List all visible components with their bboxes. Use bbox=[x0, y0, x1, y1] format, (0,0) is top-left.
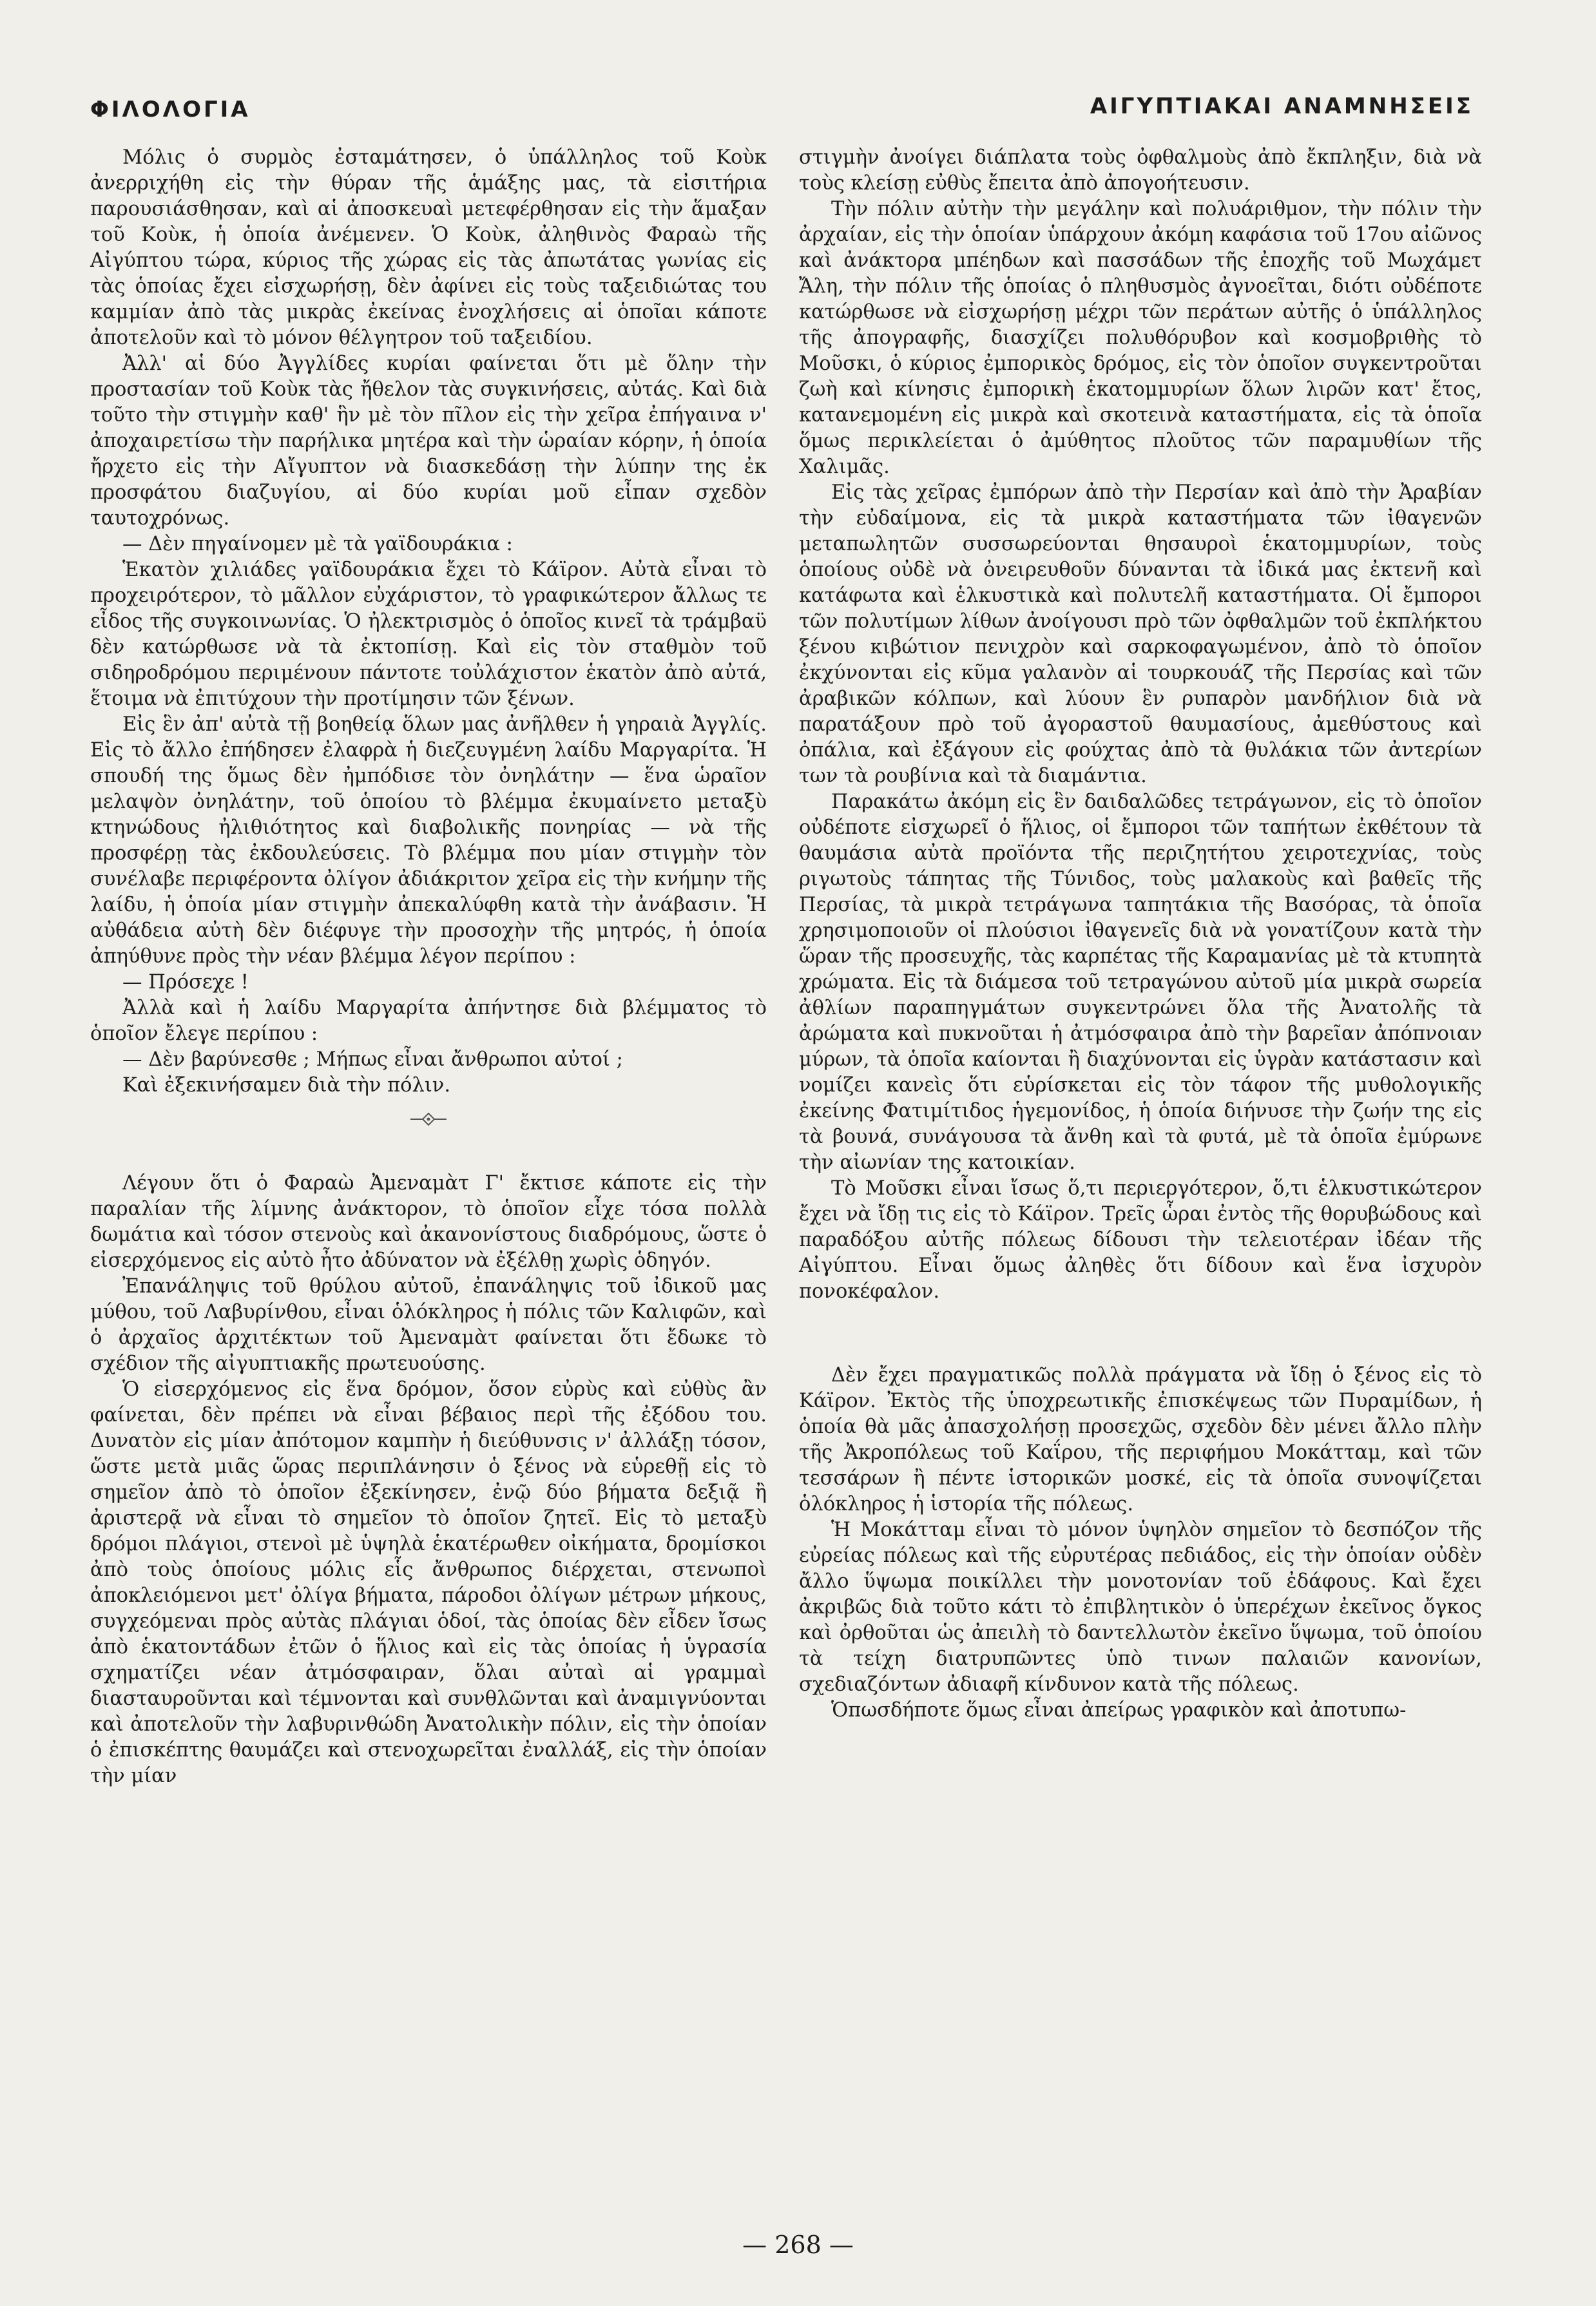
paragraph: Ὁ εἰσερχόμενος εἰς ἕνα δρόμον, ὅσον εὐρὺς καὶ εὐθὺς ἂν φαίνεται, δὲν πρέπει νὰ εἶναι βέβαιος περὶ τῆς ἐξόδου του. Δυνατὸν εἰς μίαν ἀπότομον καμπὴν ἡ διεύθυνσις ν' ἀλλάξῃ τόσον, ὥστε μετὰ μιᾶς ὥρας περιπλάνησιν ὁ ξένος νὰ εὑρεθῇ εἰς τὸ σημεῖον ἀπὸ τὸ ὁποῖον ἐξεκίνησεν, ἐνῷ δύο βήματα δεξιᾷ ἢ ἀριστερᾷ νὰ εἶναι τὸ σημεῖον τὸ ὁποῖον ζητεῖ. Εἰς τὸ μεταξὺ δρόμοι πλάγιοι, στενοὶ μὲ ὑψηλὰ ἑκατέρωθεν οἰκήματα, δρομίσκοι ἀπὸ τοὺς ὁποίους μόλις εἷς ἄνθρωπος διέρχεται, στενωποὶ ἀποκλειόμενοι μετ' ὀλίγα βήματα, πάροδοι ὀλίγων μέτρων μήκους, συγχεόμεναι πρὸς αὐτὰς πλάγιαι ὁδοί, τὰς ὁποίας δὲν εἶδεν ἴσως ἀπὸ ἑκατοντάδων ἐτῶν ὁ ἥλιος καὶ εἰς τὰς ὁποίας ἡ ὑγρασία σχηματίζει νέαν ἀτμόσφαιραν, ὅλαι αὐταὶ αἱ γραμμαὶ διασταυροῦνται καὶ τέμνονται καὶ συνθλῶνται καὶ ἀναμιγνύονται καὶ ἀποτελοῦν τὴν λαβυρινθώδη Ἀνατολικὴν πόλιν, εἰς τὴν ὁποίαν ὁ ἐπισκέπτης θαυμάζει καὶ στενοχωρεῖται ἐναλλάξ, εἰς τὴν ὁποίαν τὴν μίαν bbox=[90, 1378, 767, 1787]
paragraph: Εἰς τὰς χεῖρας ἐμπόρων ἀπὸ τὴν Περσίαν καὶ ἀπὸ τὴν Ἀραβίαν τὴν εὐδαίμονα, εἰς τὰ μικρὰ καταστήματα τῶν ἰθαγενῶν μεταπωλητῶν συσσωρεύονται θησαυροὶ ἑκατομμυρίων, τοὺς ὁποίους οὐδὲ νὰ ὀνειρευθοῦν δύνανται τὰ ἰδικά μας ἐκτενῆ καὶ κατάφωτα καὶ ἑλκυστικὰ καὶ πολυτελῆ καταστήματα. Οἱ ἔμποροι τῶν πολυτίμων λίθων ἀνοίγουσι πρὸ τῶν ὀφθαλμῶν τοῦ ἐκπλήκτου ξένου κιβώτιον πενιχρὸν καὶ σαρκοφαγωμένον, ἀπὸ τὸ ὁποῖον ἐκχύνονται εἰς κῦμα γαλανὸν αἱ τουρκουάζ τῆς Περσίας καὶ τῶν ἀραβικῶν κόλπων, καὶ λύουν ἓν ρυπαρὸν μανδήλιον διὰ νὰ παρατάξουν πρὸ τοῦ ἀγοραστοῦ θαυμασίους, ἀμεθύστους καὶ ὀπάλια, καὶ ἐξάγουν εἰς φούχτας ἀπὸ τὰ θυλάκια τῶν ἀντερίων των τὰ ρουβίνια καὶ τὰ διαμάντια. bbox=[799, 481, 1482, 787]
dialogue-line: — Δὲν βαρύνεσθε ; Μήπως εἶναι ἄνθρωποι αὐτοί ; bbox=[122, 1048, 623, 1071]
page-number: — 268 — bbox=[742, 2231, 854, 2259]
paragraph: Ἑκατὸν χιλιάδες γαϊδουράκια ἔχει τὸ Κάϊρον. Αὐτὰ εἶναι τὸ προχειρότερον, τὸ μᾶλλον εὐχάριστον, τὸ γραφικώτερον ἄλλως τε εἶδος τῆς συγκοινωνίας. Ὁ ἠλεκτρισμὸς ὁ ὁποῖος κινεῖ τὰ τράμβαϋ δὲν κατώρθωσε νὰ τὰ ἐκτοπίσῃ. Καὶ εἰς τὸν σταθμὸν τοῦ σιδηροδρόμου περιμένουν πάντοτε τοὐλάχιστον ἑκατὸν ἀπὸ αὐτά, ἕτοιμα νὰ ἐπιτύχουν τὴν προτίμησιν τῶν ξένων. bbox=[90, 559, 767, 710]
right-column bbox=[799, 145, 1482, 1724]
section-divider-ornament bbox=[90, 1099, 767, 1137]
paragraph: Τὸ Μοῦσκι εἶναι ἴσως ὅ,τι περιεργότερον, ὅ,τι ἑλκυστικώτερον ἔχει νὰ ἴδῃ τις εἰς τὸ Κάϊρον. Τρεῖς ὧραι ἐντὸς τῆς θορυβώδους καὶ παραδόξου αὐτῆς πόλεως δίδουσι τὴν τελειοτέραν ἰδέαν τῆς Αἰγύπτου. Εἶναι ὅμως ἀληθὲς ὅτι δίδουν καὶ ἕνα ἰσχυρὸν πονοκέφαλον. bbox=[799, 1177, 1482, 1303]
ornament-icon bbox=[409, 1111, 448, 1127]
dialogue-line: — Πρόσεχε ! bbox=[122, 971, 249, 994]
paragraph: Ἀλλὰ καὶ ἡ λαίδυ Μαργαρίτα ἀπήντησε διὰ βλέμματος τὸ ὁποῖον ἔλεγε περίπου : bbox=[90, 997, 767, 1045]
running-header-section: ΦΙΛΟΛΟΓΙΑ bbox=[90, 97, 251, 122]
paragraph: στιγμὴν ἀνοίγει διάπλατα τοὺς ὀφθαλμοὺς ἀπὸ ἔκπληξιν, διὰ νὰ τοὺς κλείσῃ εὐθὺς ἔπειτα ἀπὸ ἀπογοήτευσιν. bbox=[799, 146, 1482, 195]
paragraph: Λέγουν ὅτι ὁ Φαραὼ Ἀμεναμὰτ Γ' ἔκτισε κάποτε εἰς τὴν παραλίαν τῆς λίμνης ἀνάκτορον, τὸ ὁποῖον εἶχε τόσα πολλὰ δωμάτια καὶ τόσον στενοὺς καὶ ἀκανονίστους διαδρόμους, ὥστε ὁ εἰσερχόμενος εἰς αὐτὸ ἦτο ἀδύνατον νὰ ἐξέλθῃ χωρὶς ὁδηγόν. bbox=[90, 1172, 767, 1272]
paragraph: Μόλις ὁ συρμὸς ἐσταμάτησεν, ὁ ὑπάλληλος τοῦ Κοὺκ ἀνερριχήθη εἰς τὴν θύραν τῆς ἁμάξης μας, τὰ εἰσιτήρια παρουσιάσθησαν, καὶ αἱ ἀποσκευαὶ μετεφέρθησαν εἰς τὴν ἅμαξαν τοῦ Κοὺκ, ἡ ὁποία ἀνέμενεν. Ὁ Κοὺκ, ἀληθινὸς Φαραὼ τῆς Αἰγύπτου τώρα, κύριος τῆς χώρας εἰς τὰς ἀπωτάτας γωνίας εἰς τὰς ὁποίας ἔχει εἰσχωρήσῃ, δὲν ἀφίνει εἰς τοὺς ταξειδιώτας του καμμίαν ἀπὸ τὰς μικρὰς ἐκείνας ἐνοχλήσεις αἱ ὁποῖαι κάποτε ἀποτελοῦν καὶ τὸ μόνον θέλγητρον τοῦ ταξειδίου. bbox=[90, 146, 767, 349]
running-header-title: ΑΙΓΥΠΤΙΑΚΑΙ ΑΝΑΜΝΗΣΕΙΣ bbox=[1090, 93, 1474, 119]
dialogue-line: — Δὲν πηγαίνομεν μὲ τὰ γαϊδουράκια : bbox=[122, 533, 513, 555]
paragraph: Ὁπωσδήποτε ὅμως εἶναι ἀπείρως γραφικὸν καὶ ἀποτυπω- bbox=[831, 1699, 1407, 1722]
paragraph: Ἡ Μοκάτταμ εἶναι τὸ μόνον ὑψηλὸν σημεῖον τὸ δεσπόζον τῆς εὐρείας πόλεως καὶ τῆς εὐρυτέρας πεδιάδος, εἰς τὴν ὁποίαν οὐδὲν ἄλλο ὕψωμα ποικίλλει τὴν μονοτονίαν τοῦ ἐδάφους. Καὶ ἔχει ἀκριβῶς διὰ τοῦτο κάτι τὸ ἐπιβλητικὸν ὁ ὑπερέχων ἐκεῖνος ὄγκος καὶ ὀρθοῦται ὡς ἀπειλὴ τὸ δαντελλωτὸν ἐκεῖνο ὕψωμα, τοῦ ὁποίου τὰ τείχη διατρυπῶντες ὑπὸ τινων παλαιῶν κανονίων, σχεδιαζόντων ἀδιαφῆ κίνδυνον κατὰ τῆς πόλεως. bbox=[799, 1519, 1482, 1696]
paragraph: Καὶ ἐξεκινήσαμεν διὰ τὴν πόλιν. bbox=[122, 1074, 451, 1097]
paragraph: Τὴν πόλιν αὐτὴν τὴν μεγάλην καὶ πολυάριθμον, τὴν πόλιν τὴν ἀρχαίαν, εἰς τὴν ὁποίαν ὑπάρχουν ἀκόμη καφάσια τοῦ 17ου αἰῶνος καὶ ἀνάκτορα μπέηδων καὶ πασσάδων τῆς ἐποχῆς τοῦ Μωχάμετ Ἄλη, τὴν πόλιν τῆς ὁποίας ὁ πληθυσμὸς ἀγνοεῖται, διότι οὐδέποτε κατώρθωσε νὰ εἰσχωρήσῃ μέχρι τῶν περάτων αὐτῆς ὁ ὑπάλληλος τῆς ἀπογραφῆς, διασχίζει πολυθόρυβον καὶ κοσμοβριθὴς τὸ Μοῦσκι, ὁ κύριος ἐμπορικὸς δρόμος, εἰς τὸν ὁποῖον συγκεντροῦται ζωὴ καὶ κίνησις ἐμπορικὴ ἑκατομμυρίων ὅλων λιρῶν κατ' ἔτος, κατανεμομένη εἰς μικρὰ καὶ σκοτεινὰ καταστήματα, εἰς τὰ ὁποῖα ὅμως περικλείεται ὁ ἀμύθητος πλοῦτος τῶν παραμυθίων τῆς Χαλιμᾶς. bbox=[799, 198, 1482, 478]
left-column bbox=[90, 145, 767, 1789]
paragraph: Ἐπανάληψις τοῦ θρύλου αὐτοῦ, ἐπανάληψις τοῦ ἰδικοῦ μας μύθου, τοῦ Λαβυρίνθου, εἶναι ὁλόκληρος ἡ πόλις τῶν Καλιφῶν, καὶ ὁ ἀρχαῖος ἀρχιτέκτων τοῦ Ἀμεναμὰτ φαίνεται ὅτι ἔδωκε τὸ σχέδιον τῆς αἰγυπτιακῆς πρωτευούσης. bbox=[90, 1275, 767, 1375]
paragraph: Παρακάτω ἀκόμη εἰς ἓν δαιδαλῶδες τετράγωνον, εἰς τὸ ὁποῖον οὐδέποτε εἰσχωρεῖ ὁ ἥλιος, οἱ ἔμποροι τῶν ταπήτων ἐκθέτουν τὰ θαυμάσια αὐτὰ προϊόντα τῆς περιζητήτου χειροτεχνίας, τοὺς ριγωτοὺς τάπητας τῆς Τύνιδος, τοὺς μαλακοὺς καὶ βαθεῖς τῆς Περσίας, τὰ μικρὰ τετράγωνα ταπητάκια τῆς Βασόρας, τὰ ὁποῖα χρησιμοποιοῦν οἱ πλούσιοι ἰθαγενεῖς διὰ νὰ γονατίζουν κατὰ τὴν ὥραν τῆς προσευχῆς, τὰς καρπέτας τῆς Καραμανίας μὲ τὰ κτυπητὰ χρώματα. Εἰς τὰ διάμεσα τοῦ τετραγώνου αὐτοῦ μία μικρὰ σωρεία ἀθλίων παραπηγμάτων συγκεντρώνει ὅλα τῆς Ἀνατολῆς τὰ ἀρώματα καὶ πυκνοῦται ἡ ἀτμόσφαιρα ἀπὸ τὴν βαρεῖαν ἀπόπνοιαν μύρων, τὰ ὁποῖα καίονται ἢ διαχύνονται εἰς ὑγρὰν κατάστασιν καὶ νομίζει κανεὶς ὅτι εὑρίσκεται εἰς τὸν τάφον τῆς μυθολογικῆς ἐκείνης Φατιμίτιδος ἡγεμονίδος, ἡ ὁποία διήνυσε τὴν ζωήν της εἰς τὰ βουνά, συνάγουσα τὰ ἄνθη καὶ τὰ φυτά, μὲ τὰ ὁποῖα ἐμύρωνε τὴν αἰωνίαν της κατοικίαν. bbox=[799, 791, 1482, 1174]
paragraph: Ἀλλ' αἱ δύο Ἀγγλίδες κυρίαι φαίνεται ὅτι μὲ ὅλην τὴν προστασίαν τοῦ Κοὺκ τὰς ἤθελον τὰς συγκινήσεις, αὐτάς. Καὶ διὰ τοῦτο τὴν στιγμὴν καθ' ἣν μὲ τὸν πῖλον εἰς τὴν χεῖρα ἐπήγαινα ν' ἀποχαιρετίσω τὴν παρήλικα μητέρα καὶ τὴν ὡραίαν κόρην, ἡ ὁποία ἤρχετο εἰς τὴν Αἴγυπτον νὰ διασκεδάσῃ τὴν λύπην της ἐκ προσφάτου διαζυγίου, αἱ δύο κυρίαι μοῦ εἶπαν σχεδὸν ταυτοχρόνως. bbox=[90, 352, 767, 530]
paragraph: Εἰς ἓν ἀπ' αὐτὰ τῇ βοηθείᾳ ὅλων μας ἀνῆλθεν ἡ γηραιὰ Ἀγγλίς. Εἰς τὸ ἄλλο ἐπήδησεν ἐλαφρὰ ἡ διεζευγμένη λαίδυ Μαργαρίτα. Ἡ σπουδή της ὅμως δὲν ἠμπόδισε τὸν ὀνηλάτην — ἕνα ὡραῖον μελαψὸν ὀνηλάτην, τοῦ ὁποίου τὸ βλέμμα ἐκυμαίνετο μεταξὺ κτηνώδους ἠλιθιότητος καὶ διαβολικῆς πονηρίας — νὰ τῆς προσφέρῃ τὰς ἐκδουλεύσεις. Τὸ βλέμμα που μίαν στιγμὴν τὸν συνέλαβε περιφέροντα ὀλίγον ἀδιάκριτον χεῖρα εἰς τὴν κνήμην τῆς λαίδυ, ἡ ὁποία μίαν στιγμὴν ἀπεκαλύφθη κατὰ τὴν ἀνάβασιν. Ἡ αὐθάδεια αὐτὴ δὲν διέφυγε τὴν προσοχὴν τῆς μητρός, ἡ ὁποία ἀπηύθυνε πρὸς τὴν νέαν βλέμμα λέγον περίπου : bbox=[90, 713, 767, 968]
paragraph: Δὲν ἔχει πραγματικῶς πολλὰ πράγματα νὰ ἴδῃ ὁ ξένος εἰς τὸ Κάϊρον. Ἐκτὸς τῆς ὑποχρεωτικῆς ἐπισκέψεως τῶν Πυραμίδων, ἡ ὁποία θὰ μᾶς ἀπασχολήσῃ προσεχῶς, σχεδὸν δὲν μένει ἄλλο πλὴν τῆς Ἀκροπόλεως τοῦ Καΐρου, τῆς περιφήμου Μοκάτταμ, καὶ τῶν τεσσάρων ἢ πέντε ἱστορικῶν μοσκέ, εἰς τὰ ὁποῖα συνοψίζεται ὁλόκληρος ἡ ἱστορία τῆς πόλεως. bbox=[799, 1364, 1482, 1515]
